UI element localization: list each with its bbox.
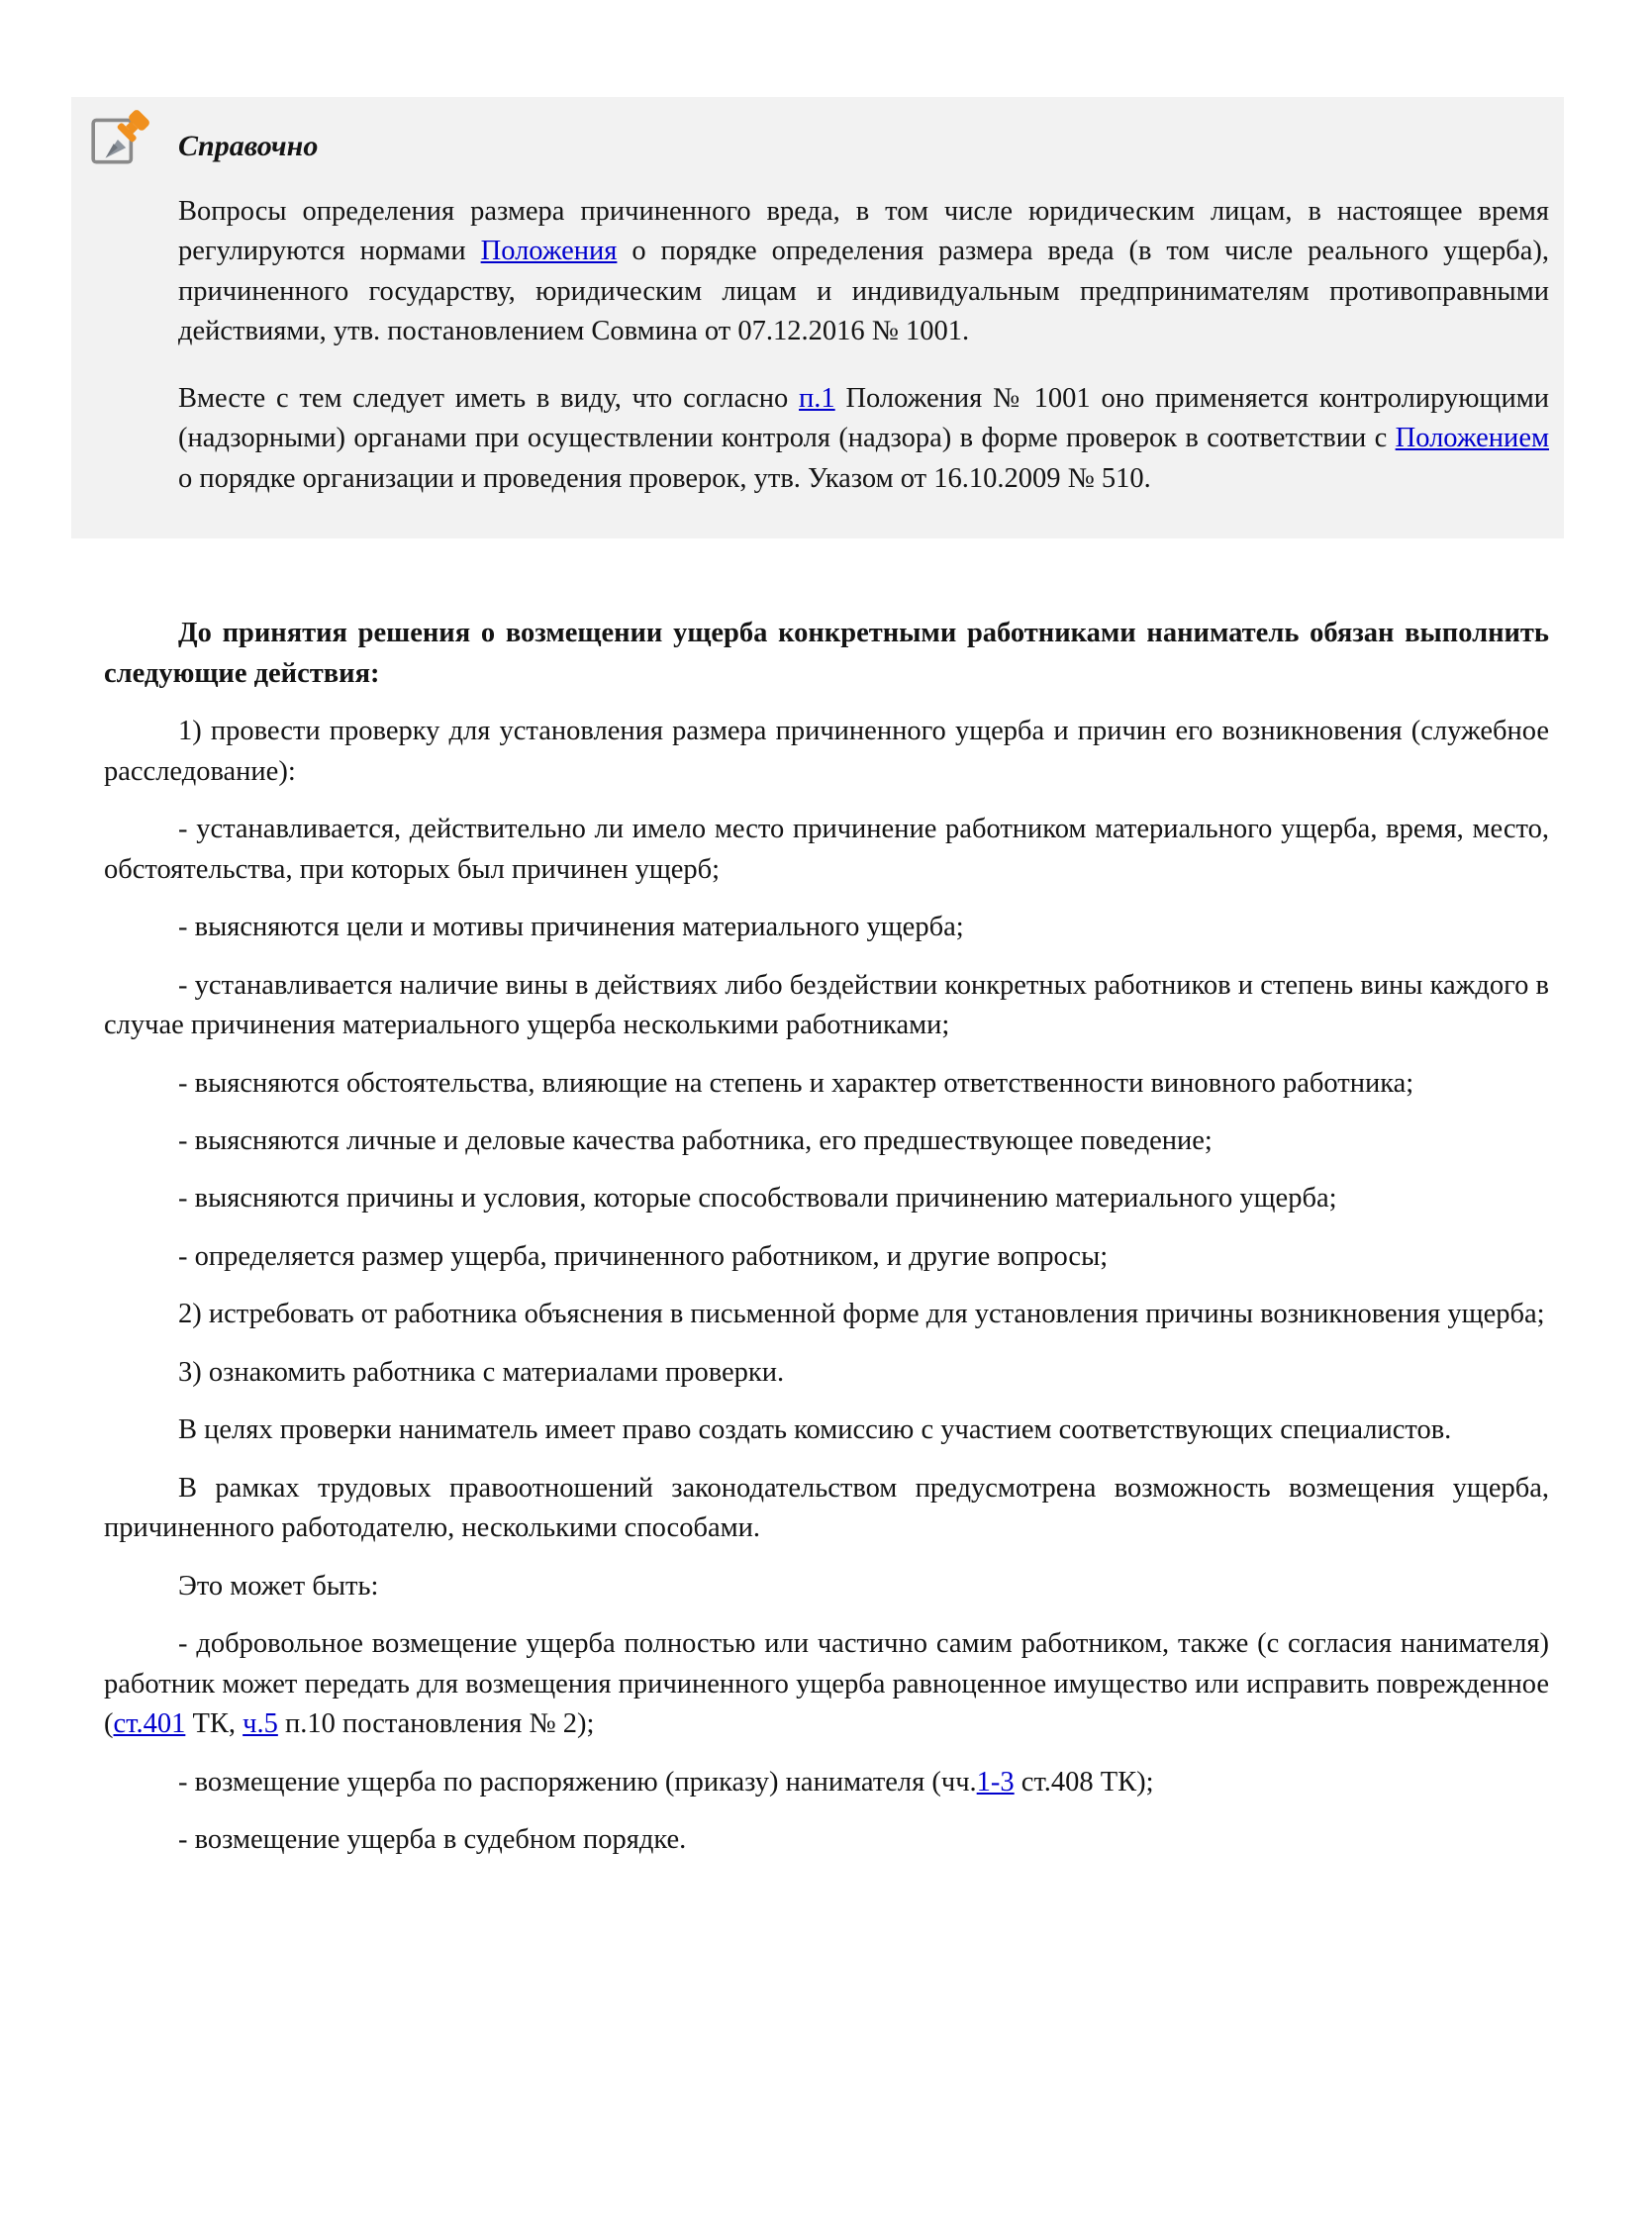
inline-link[interactable]: Положением (1395, 423, 1549, 454)
paragraph-sub-dash: - добровольное возмещение ущерба полностью или частично самим работником, также (с согласия нанимателя) работник может передать для возмещения причиненного ущерба равноценное имущество или исправить поврежденное (ст.401 ТК, ч.5 п.10 постановления № 2); (104, 1628, 1549, 1740)
main-content (104, 614, 1549, 1860)
reference-note-box (71, 97, 1564, 538)
document-page (0, 97, 1652, 2235)
inline-link[interactable]: 1-3 (976, 1766, 1015, 1798)
note-edit-pin-icon (87, 105, 152, 172)
inline-link[interactable]: Положения (480, 236, 618, 267)
lead-paragraph: До принятия решения о возмещении ущерба конкретными работниками наниматель обязан выполнить следующие действия: (104, 618, 1549, 689)
paragraph-sub-dash: - выясняются личные и деловые качества работника, его предшествующее поведение; (178, 1124, 1213, 1156)
paragraph-sub-dash: - выясняются обстоятельства, влияющие на степень и характер ответственности виновного работника; (178, 1067, 1414, 1099)
paragraph-sub-dash: - определяется размер ущерба, причиненного работником, и другие вопросы; (178, 1240, 1109, 1272)
paragraph-item-2: 2) истребовать от работника объяснения в письменной форме для установления причины возникновения ущерба; (178, 1299, 1545, 1330)
paragraph: В целях проверки наниматель имеет право создать комиссию с участием соответствующих специалистов. (178, 1414, 1452, 1446)
paragraph: В рамках трудовых правоотношений законодательством предусмотрена возможность возмещения ущерба, причиненного работодателю, несколькими способами. (104, 1472, 1549, 1544)
inline-link[interactable]: ст.401 (113, 1708, 186, 1740)
note-title: Справочно (178, 130, 319, 162)
inline-link[interactable]: ч.5 (243, 1708, 278, 1740)
paragraph-sub-dash: - выясняются причины и условия, которые способствовали причинению материального ущерба; (178, 1183, 1337, 1215)
paragraph-item-3: 3) ознакомить работника с материалами проверки. (178, 1356, 785, 1388)
note-paragraph: Вопросы определения размера причиненного вреда, в том числе юридическим лицам, в настоящее время регулируются нормами Положения о порядке определения размера вреда (в том числе реального ущерба), причиненного государству, юридическим лицам и индивидуальным предпринимателям противоправными действиями, утв. постановлением Совмина от 07.12.2016 № 1001. (178, 196, 1549, 347)
inline-link[interactable]: п.1 (799, 382, 835, 414)
paragraph-item-1: 1) провести проверку для установления размера причиненного ущерба и причин его возникновения (служебное расследование): (104, 716, 1549, 787)
paragraph-sub-dash: - выясняются цели и мотивы причинения материального ущерба; (178, 912, 964, 943)
note-paragraph: Вместе с тем следует иметь в виду, что согласно п.1 Положения № 1001 оно применяется контролирующими (надзорными) органами при осуществлении контроля (надзора) в форме проверок в соответствии с Положением о порядке организации и проведения проверок, утв. Указом от 16.10.2009 № 510. (178, 382, 1549, 494)
paragraph-sub-dash: - возмещение ущерба в судебном порядке. (178, 1824, 687, 1856)
paragraph-sub-dash: - устанавливается наличие вины в действиях либо бездействии конкретных работников и степень вины каждого в случае причинения материального ущерба несколькими работниками; (104, 969, 1549, 1041)
paragraph: Это может быть: (178, 1570, 379, 1602)
paragraph-sub-dash: - возмещение ущерба по распоряжению (приказу) нанимателя (чч.1-3 ст.408 ТК); (178, 1766, 1154, 1798)
paragraph-sub-dash: - устанавливается, действительно ли имело место причинение работником материального ущерба, время, место, обстоятельства, при которых был причинен ущерб; (104, 814, 1549, 885)
